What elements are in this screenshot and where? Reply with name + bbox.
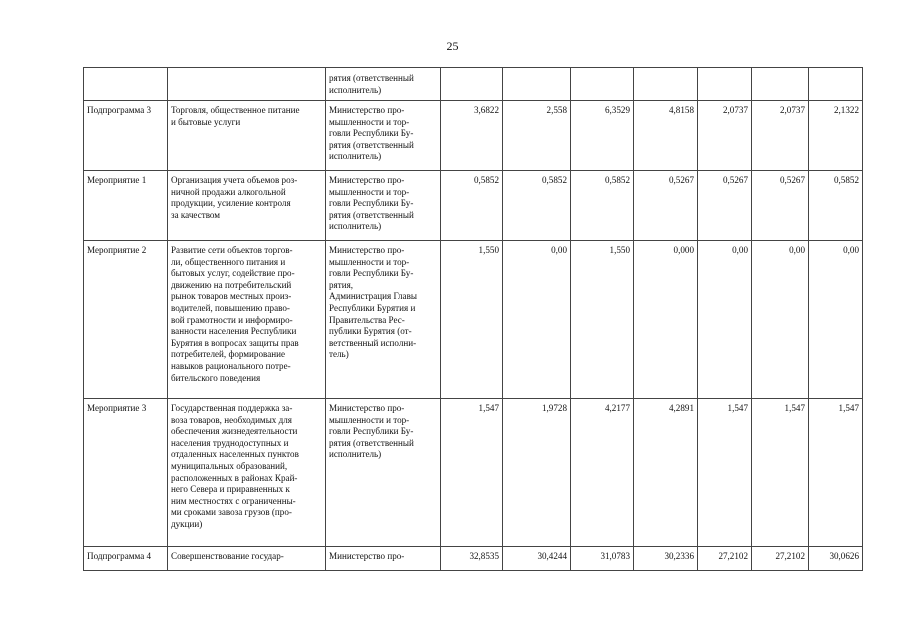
funding-value-cell (503, 171, 571, 241)
funding-value-cell (503, 101, 571, 171)
funding-value-cell (634, 68, 698, 101)
responsible-executor-cell-text: Министерство про- мышленности и тор- говли Республики Бу- рятия (ответственный исполнитель) (329, 175, 414, 232)
funding-value-cell-text: 1,547 (478, 403, 499, 413)
funding-value-cell (752, 101, 809, 171)
program-name-cell (84, 101, 168, 171)
table-row (84, 547, 863, 571)
funding-value-cell-text: 0,000 (673, 245, 694, 255)
responsible-executor-cell (326, 171, 441, 241)
funding-value-cell-text: 1,547 (727, 403, 748, 413)
funding-value-cell (503, 68, 571, 101)
funding-value-cell (503, 547, 571, 571)
funding-value-cell-text: 31,0783 (600, 551, 630, 561)
funding-value-cell (634, 171, 698, 241)
funding-value-cell (503, 399, 571, 547)
funding-value-cell (698, 241, 752, 399)
description-cell-text: Торговля, общественное питание и бытовые услуги (171, 105, 300, 127)
funding-value-cell (752, 399, 809, 547)
program-name-cell (84, 171, 168, 241)
funding-value-cell (503, 241, 571, 399)
funding-value-cell-text: 0,5852 (833, 175, 859, 185)
funding-value-cell (634, 241, 698, 399)
funding-value-cell (571, 171, 634, 241)
program-name-cell-text: Подпрограмма 3 (87, 105, 152, 115)
funding-value-cell (571, 399, 634, 547)
responsible-executor-cell-text: Министерство про- мышленности и тор- говли Республики Бу- рятия (ответственный исполнитель) (329, 403, 414, 460)
funding-value-cell-text: 2,558 (546, 105, 567, 115)
description-cell-text: Государственная поддержка за- воза товаров, необходимых для обеспечения жизнедеятельности населения труднодоступных и отдаленных населенных пунктов муниципальных образований, расположенных в районах Край- него Севера и приравненных к ним местностях с ограниченны- ми сроками завоза грузов (про- дукции) (171, 403, 299, 529)
program-name-cell-text: Мероприятие 1 (87, 175, 147, 185)
funding-value-cell-text: 6,3529 (604, 105, 630, 115)
responsible-executor-cell (326, 241, 441, 399)
funding-value-cell-text: 2,0737 (722, 105, 748, 115)
funding-value-cell-text: 27,2102 (775, 551, 805, 561)
table-row (84, 68, 863, 101)
funding-value-cell-text: 0,5267 (722, 175, 748, 185)
program-name-cell-text: Мероприятие 3 (87, 403, 147, 413)
funding-value-cell-text: 2,0737 (779, 105, 805, 115)
funding-value-cell (809, 241, 863, 399)
funding-value-cell (809, 547, 863, 571)
funding-value-cell (634, 547, 698, 571)
description-cell-text: Развитие сети объектов торгов- ли, общественного питания и бытовых услуг, содействие про- движению на потребительский рынок товаров местных произ- водителей, повышению право- вой грамотности и информиро- ванности населения Республики Бурятия в вопросах защиты прав потребителей, формирование навыков рационального потре- бительского поведения (171, 245, 299, 383)
funding-value-cell (698, 399, 752, 547)
funding-value-cell-text: 30,2336 (664, 551, 694, 561)
funding-value-cell (809, 68, 863, 101)
funding-value-cell (634, 399, 698, 547)
program-name-cell-text: Мероприятие 2 (87, 245, 147, 255)
funding-value-cell (441, 547, 503, 571)
funding-value-cell-text: 0,5852 (604, 175, 630, 185)
responsible-executor-cell (326, 399, 441, 547)
responsible-executor-cell (326, 547, 441, 571)
description-cell (168, 399, 326, 547)
funding-value-cell-text: 4,2891 (668, 403, 694, 413)
funding-value-cell-text: 1,9728 (541, 403, 567, 413)
funding-value-cell (571, 547, 634, 571)
description-cell (168, 101, 326, 171)
program-name-cell (84, 547, 168, 571)
funding-value-cell (752, 241, 809, 399)
funding-value-cell-text: 32,8535 (469, 551, 499, 561)
funding-value-cell (441, 68, 503, 101)
funding-value-cell (441, 241, 503, 399)
funding-value-cell (752, 171, 809, 241)
responsible-executor-cell (326, 101, 441, 171)
funding-value-cell (698, 68, 752, 101)
description-cell (168, 171, 326, 241)
responsible-executor-cell-text: рятия (ответственный исполнитель) (329, 73, 414, 95)
funding-value-cell-text: 30,4244 (537, 551, 567, 561)
funding-value-cell (571, 241, 634, 399)
funding-value-cell (634, 101, 698, 171)
funding-value-cell-text: 0,00 (843, 245, 859, 255)
funding-value-cell (809, 101, 863, 171)
funding-value-cell-text: 0,5852 (541, 175, 567, 185)
funding-value-cell (698, 547, 752, 571)
funding-value-cell-text: 1,547 (784, 403, 805, 413)
program-name-cell-text: Подпрограмма 4 (87, 551, 152, 561)
funding-value-cell (752, 68, 809, 101)
funding-value-cell (809, 171, 863, 241)
funding-value-cell (698, 171, 752, 241)
table-row (84, 399, 863, 547)
funding-value-cell-text: 1,550 (478, 245, 499, 255)
funding-value-cell-text: 30,0626 (829, 551, 859, 561)
funding-value-cell-text: 4,2177 (604, 403, 630, 413)
description-cell-text: Организация учета объемов роз- ничной продажи алкогольной продукции, усиление контроля за качеством (171, 175, 298, 220)
description-cell (168, 68, 326, 101)
funding-value-cell (809, 399, 863, 547)
description-cell-text: Совершенствование госудаp- (171, 551, 284, 561)
funding-value-cell-text: 27,2102 (718, 551, 748, 561)
funding-value-cell-text: 1,550 (609, 245, 630, 255)
program-name-cell (84, 399, 168, 547)
page-number: 25 (446, 39, 459, 53)
table-row (84, 171, 863, 241)
responsible-executor-cell-text: Министерство про- мышленности и тор- говли Республики Бу- рятия, Администрация Главы Республики Бурятия и Правительства Рес- публики Бурятия (от- ветственный исполни- тель) (329, 245, 417, 360)
funding-value-cell (571, 68, 634, 101)
responsible-executor-cell-text: Министерство про- мышленности и тор- говли Республики Бу- рятия (ответственный исполнитель) (329, 105, 414, 162)
program-name-cell (84, 241, 168, 399)
funding-value-cell-text: 0,00 (732, 245, 748, 255)
funding-value-cell-text: 0,5267 (668, 175, 694, 185)
funding-value-cell (441, 171, 503, 241)
program-name-cell (84, 68, 168, 101)
funding-value-cell-text: 0,5852 (473, 175, 499, 185)
funding-value-cell (441, 399, 503, 547)
funding-value-cell-text: 2,1322 (833, 105, 859, 115)
funding-value-cell (752, 547, 809, 571)
funding-value-cell (698, 101, 752, 171)
table-row (84, 241, 863, 399)
responsible-executor-cell (326, 68, 441, 101)
funding-value-cell-text: 0,00 (789, 245, 805, 255)
funding-value-cell (441, 101, 503, 171)
funding-value-cell-text: 1,547 (838, 403, 859, 413)
funding-value-cell-text: 0,00 (551, 245, 567, 255)
funding-value-cell (571, 101, 634, 171)
funding-value-cell-text: 4,8158 (668, 105, 694, 115)
description-cell (168, 547, 326, 571)
funding-value-cell-text: 3,6822 (473, 105, 499, 115)
responsible-executor-cell-text: Министерство про- (329, 551, 405, 561)
description-cell (168, 241, 326, 399)
table-row (84, 101, 863, 171)
budget-table (83, 67, 863, 571)
funding-value-cell-text: 0,5267 (779, 175, 805, 185)
